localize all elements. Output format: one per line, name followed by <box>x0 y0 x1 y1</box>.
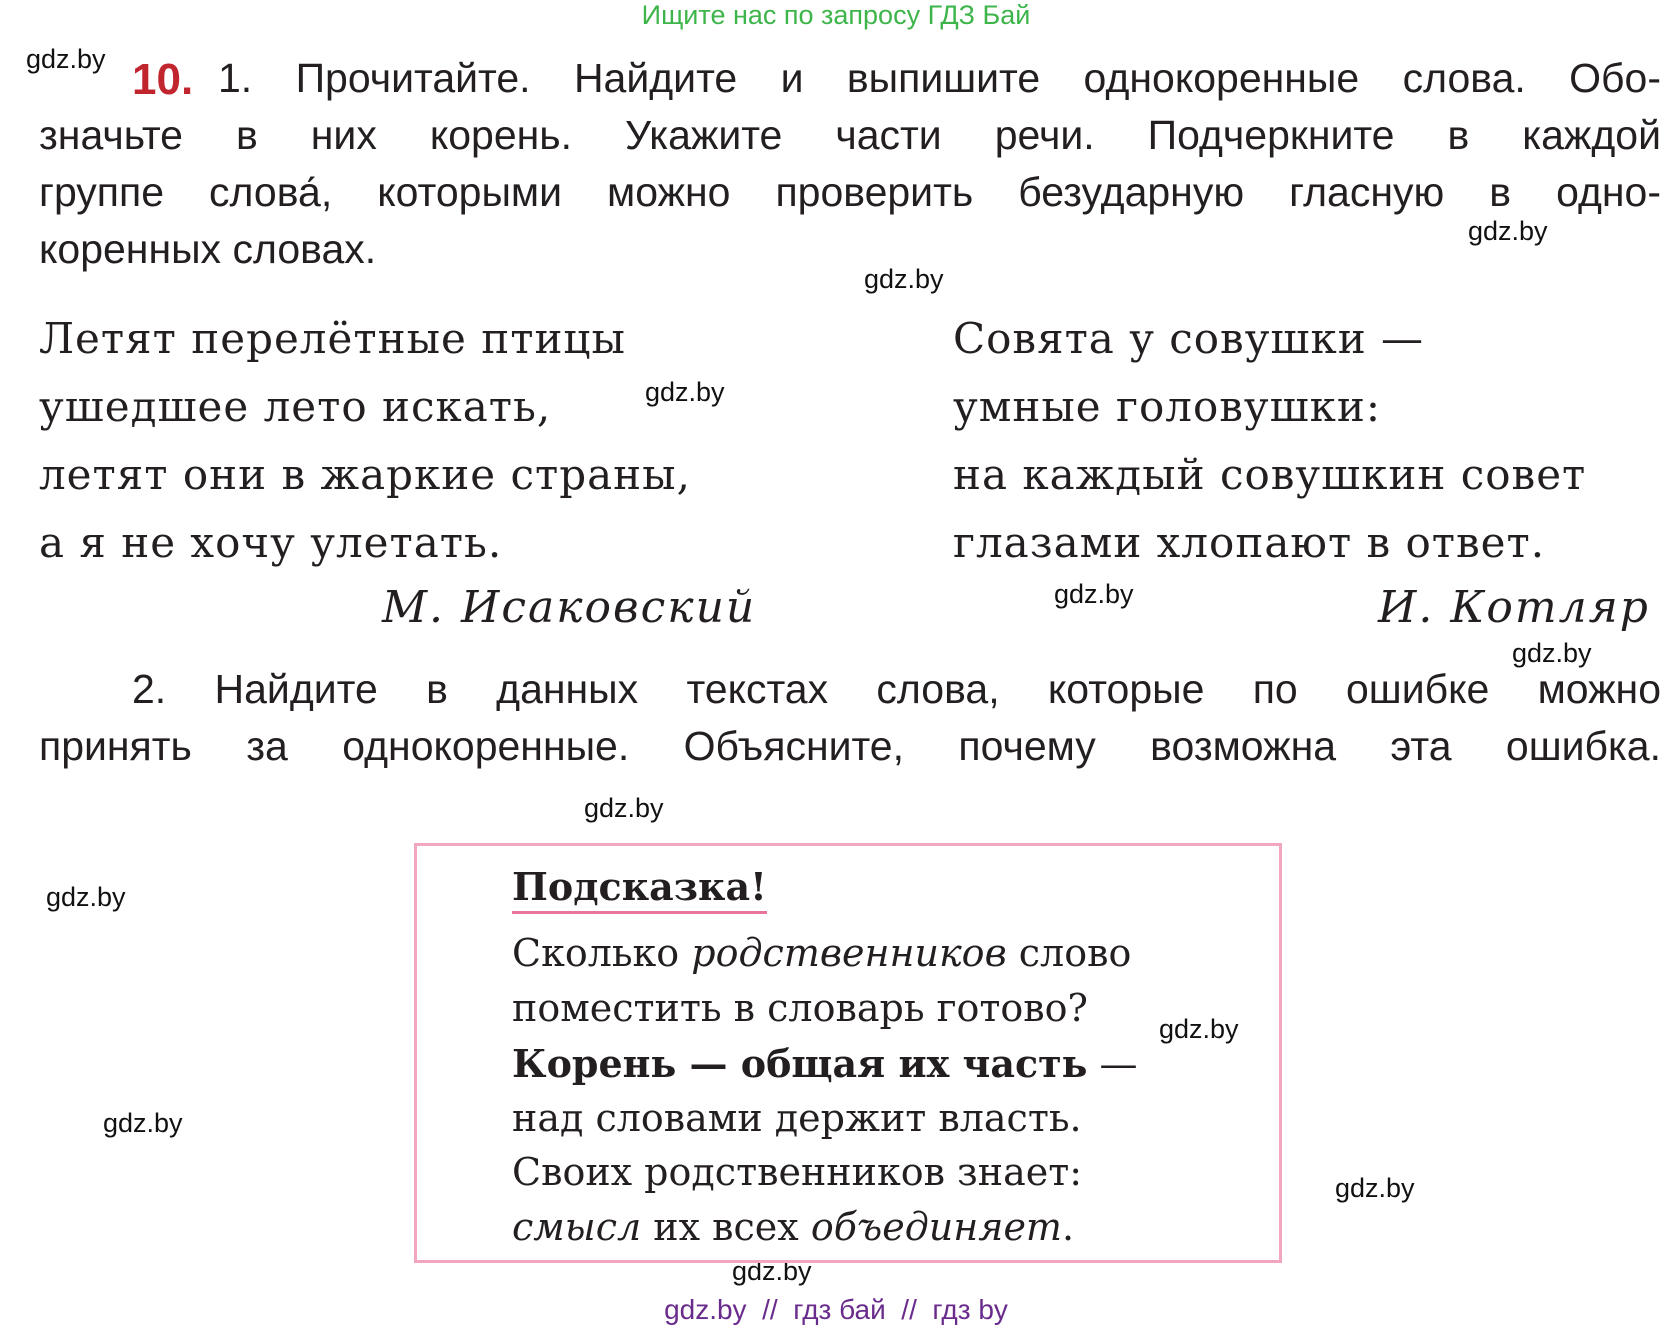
watermark: gdz.by <box>26 44 106 74</box>
poem-right-line: умные головушки: <box>953 382 1382 431</box>
watermark: gdz.by <box>584 793 664 823</box>
hint-line-1: Сколько родственников слово <box>512 931 1132 975</box>
poem-right-line: глазами хлопают в ответ. <box>953 518 1546 567</box>
watermark: gdz.by <box>46 882 126 912</box>
poem-right-author: И. Котляр <box>1378 582 1650 633</box>
watermark: gdz.by <box>1159 1014 1239 1044</box>
top-banner[interactable]: Ищите нас по запросу ГДЗ Бай <box>641 0 1031 30</box>
watermark: gdz.by <box>103 1108 183 1138</box>
watermark: gdz.by <box>645 377 725 407</box>
hint-line-2: поместить в словарь готово? <box>512 986 1088 1030</box>
poem-right-line: на каждый совушкин совет <box>953 450 1587 499</box>
hint-line-6: смысл их всех объединяет. <box>512 1205 1075 1249</box>
hint-line-3: Корень — общая их часть — <box>512 1041 1138 1086</box>
poem-left-line: Летят перелётные птицы <box>39 314 626 363</box>
task-number: 10. <box>132 55 194 104</box>
task2-line-2: принять за однокоренные. Объясните, почему возможна эта ошибка. <box>39 723 1661 769</box>
poem-left-line: ушедшее лето искать, <box>39 382 552 431</box>
poem-left-line: а я не хочу улетать. <box>39 518 503 567</box>
hint-title: Подсказка! <box>512 864 767 914</box>
poem-left-author: М. Исаковский <box>382 582 757 633</box>
task-line-2: значьте в них корень. Укажите части речи. Подчеркните в каждой <box>39 112 1661 158</box>
footer-links[interactable]: gdz.by // гдз бай // гдз by <box>664 1294 1008 1325</box>
hint-line-4: над словами держит власть. <box>512 1096 1082 1140</box>
watermark: gdz.by <box>1512 638 1592 668</box>
task-line-1: 1. Прочитайте. Найдите и выпишите однокоренные слова. Обо- <box>218 55 1661 101</box>
task-line-3: группе слова́, которыми можно проверить безударную гласную в одно- <box>39 169 1661 215</box>
watermark: gdz.by <box>1054 579 1134 609</box>
task2-line-1: 2. Найдите в данных текстах слова, которые по ошибке можно <box>132 666 1661 712</box>
watermark: gdz.by <box>1335 1173 1415 1203</box>
watermark: gdz.by <box>1468 216 1548 246</box>
poem-left-line: летят они в жаркие страны, <box>39 450 691 499</box>
poem-right-line: Совята у совушки — <box>953 314 1425 363</box>
watermark: gdz.by <box>864 264 944 294</box>
task-line-4: коренных словах. <box>39 226 377 272</box>
hint-line-5: Своих родственников знает: <box>512 1150 1083 1194</box>
watermark: gdz.by <box>732 1256 812 1286</box>
